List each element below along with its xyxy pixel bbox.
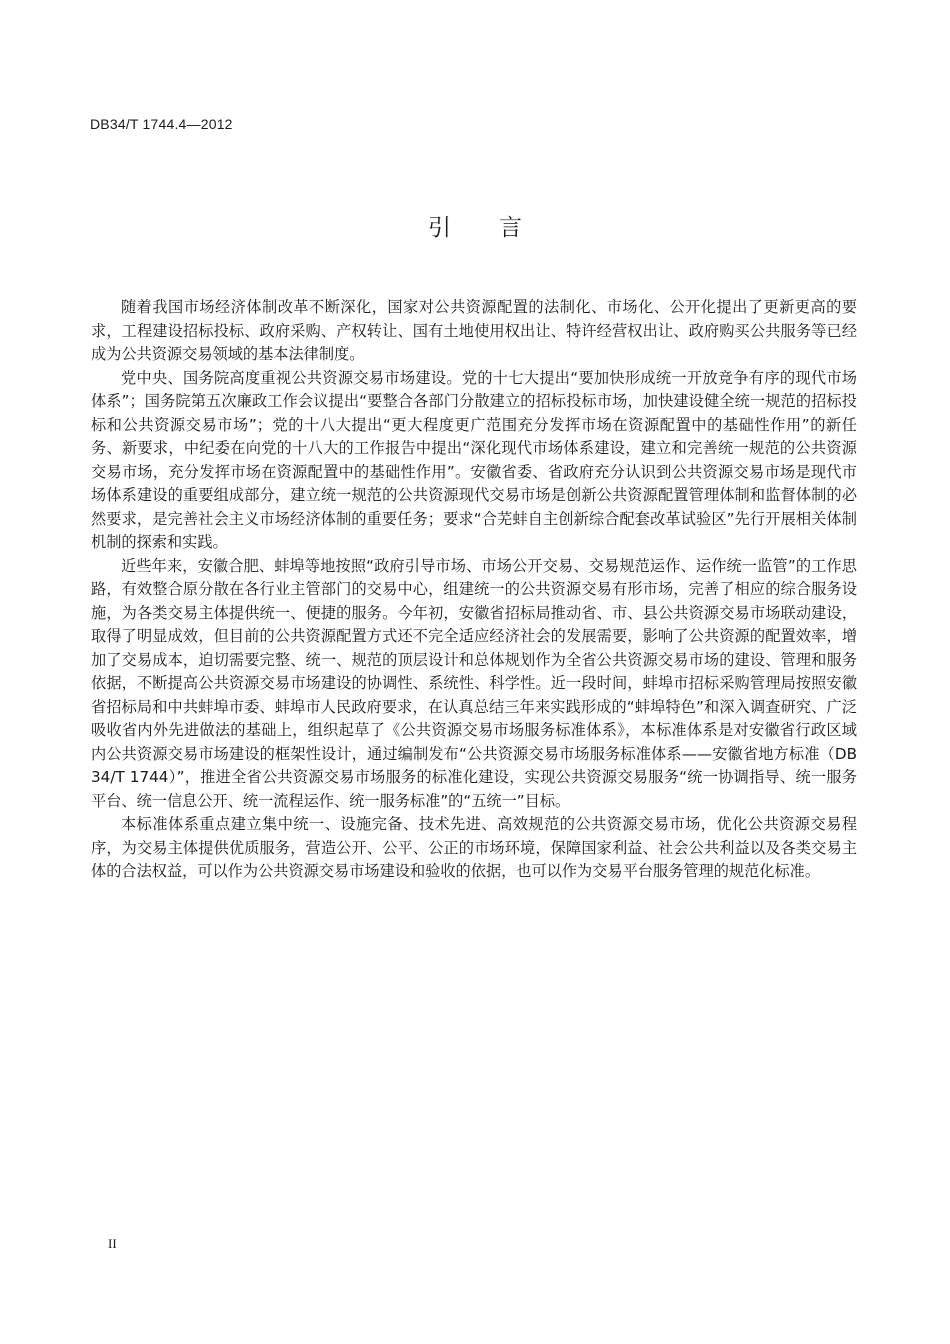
- paragraph: 党中央、国务院高度重视公共资源交易市场建设。党的十七大提出“要加快形成统一开放竞争有序的现代市场体系”；国务院第五次廉政工作会议提出“要整合各部门分散建立的招标投标市场，加快建设健全统一规范的招标投标和公共资源交易市场”；党的十八大提出“更大程度更广范围充分发挥市场在资源配置中的基础性作用”的新任务、新要求，中纪委在向党的十八大的工作报告中提出“深化现代市场体系建设，建立和完善统一规范的公共资源交易市场，充分发挥市场在资源配置中的基础性作用”。安徽省委、省政府充分认识到公共资源交易市场是现代市场体系建设的重要组成部分，建立统一规范的公共资源现代交易市场是创新公共资源配置管理体制和监督体制的必然要求，是完善社会主义市场经济体制的重要任务；要求“合芜蚌自主创新综合配套改革试验区”先行开展相关体制机制的探索和实践。: [91, 368, 857, 551]
- page-title: 引言: [428, 215, 570, 241]
- paragraph: 近些年来，安徽合肥、蚌埠等地按照“政府引导市场、市场公开交易、交易规范运作、运作统一监管”的工作思路，有效整合原分散在各行业主管部门的交易中心，组建统一的公共资源交易有形市场，完善了相应的综合服务设施，为各类交易主体提供统一、便捷的服务。今年初，安徽省招标局推动省、市、县公共资源交易市场联动建设，取得了明显成效，但目前的公共资源配置方式还不完全适应经济社会的发展需要，影响了公共资源的配置效率，增加了交易成本，迫切需要完整、统一、规范的顶层设计和总体规划作为全省公共资源交易市场的建设、管理和服务依据，不断提高公共资源交易市场建设的协调性、系统性、科学性。近一段时间，蚌埠市招标采购管理局按照安徽省招标局和中共蚌埠市委、蚌埠市人民政府要求，在认真总结三年来实践形成的“蚌埠特色”和深入调查研究、广泛吸收省内外先进做法的基础上，组织起草了《公共资源交易市场服务标准体系》，本标准体系是对安徽省行政区域内公共资源交易市场建设的框架性设计，通过编制发布“公共资源交易市场服务标准体系——安徽省地方标准（DB34/T 1744）”，推进全省公共资源交易市场服务的标准化建设，实现公共资源交易服务“统一协调指导、统一服务平台、统一信息公开、统一流程运作、统一服务标准”的“五统一”目标。: [91, 556, 857, 810]
- page-number: II: [108, 1236, 117, 1251]
- paragraph: 随着我国市场经济体制改革不断深化，国家对公共资源配置的法制化、市场化、公开化提出了更新更高的要求，工程建设招标投标、政府采购、产权转让、国有土地使用权出让、特许经营权出让、政府购买公共服务等已经成为公共资源交易领域的基本法律制度。: [91, 298, 857, 363]
- document-code: DB34/T 1744.4—2012: [90, 116, 233, 132]
- body-text: [91, 296, 857, 884]
- paragraph: 本标准体系重点建立集中统一、设施完备、技术先进、高效规范的公共资源交易市场，优化公共资源交易程序，为交易主体提供优质服务，营造公开、公平、公正的市场环境，保障国家利益、社会公共利益以及各类交易主体的合法权益，可以作为公共资源交易市场建设和验收的依据，也可以作为交易平台服务管理的规范化标准。: [91, 815, 857, 880]
